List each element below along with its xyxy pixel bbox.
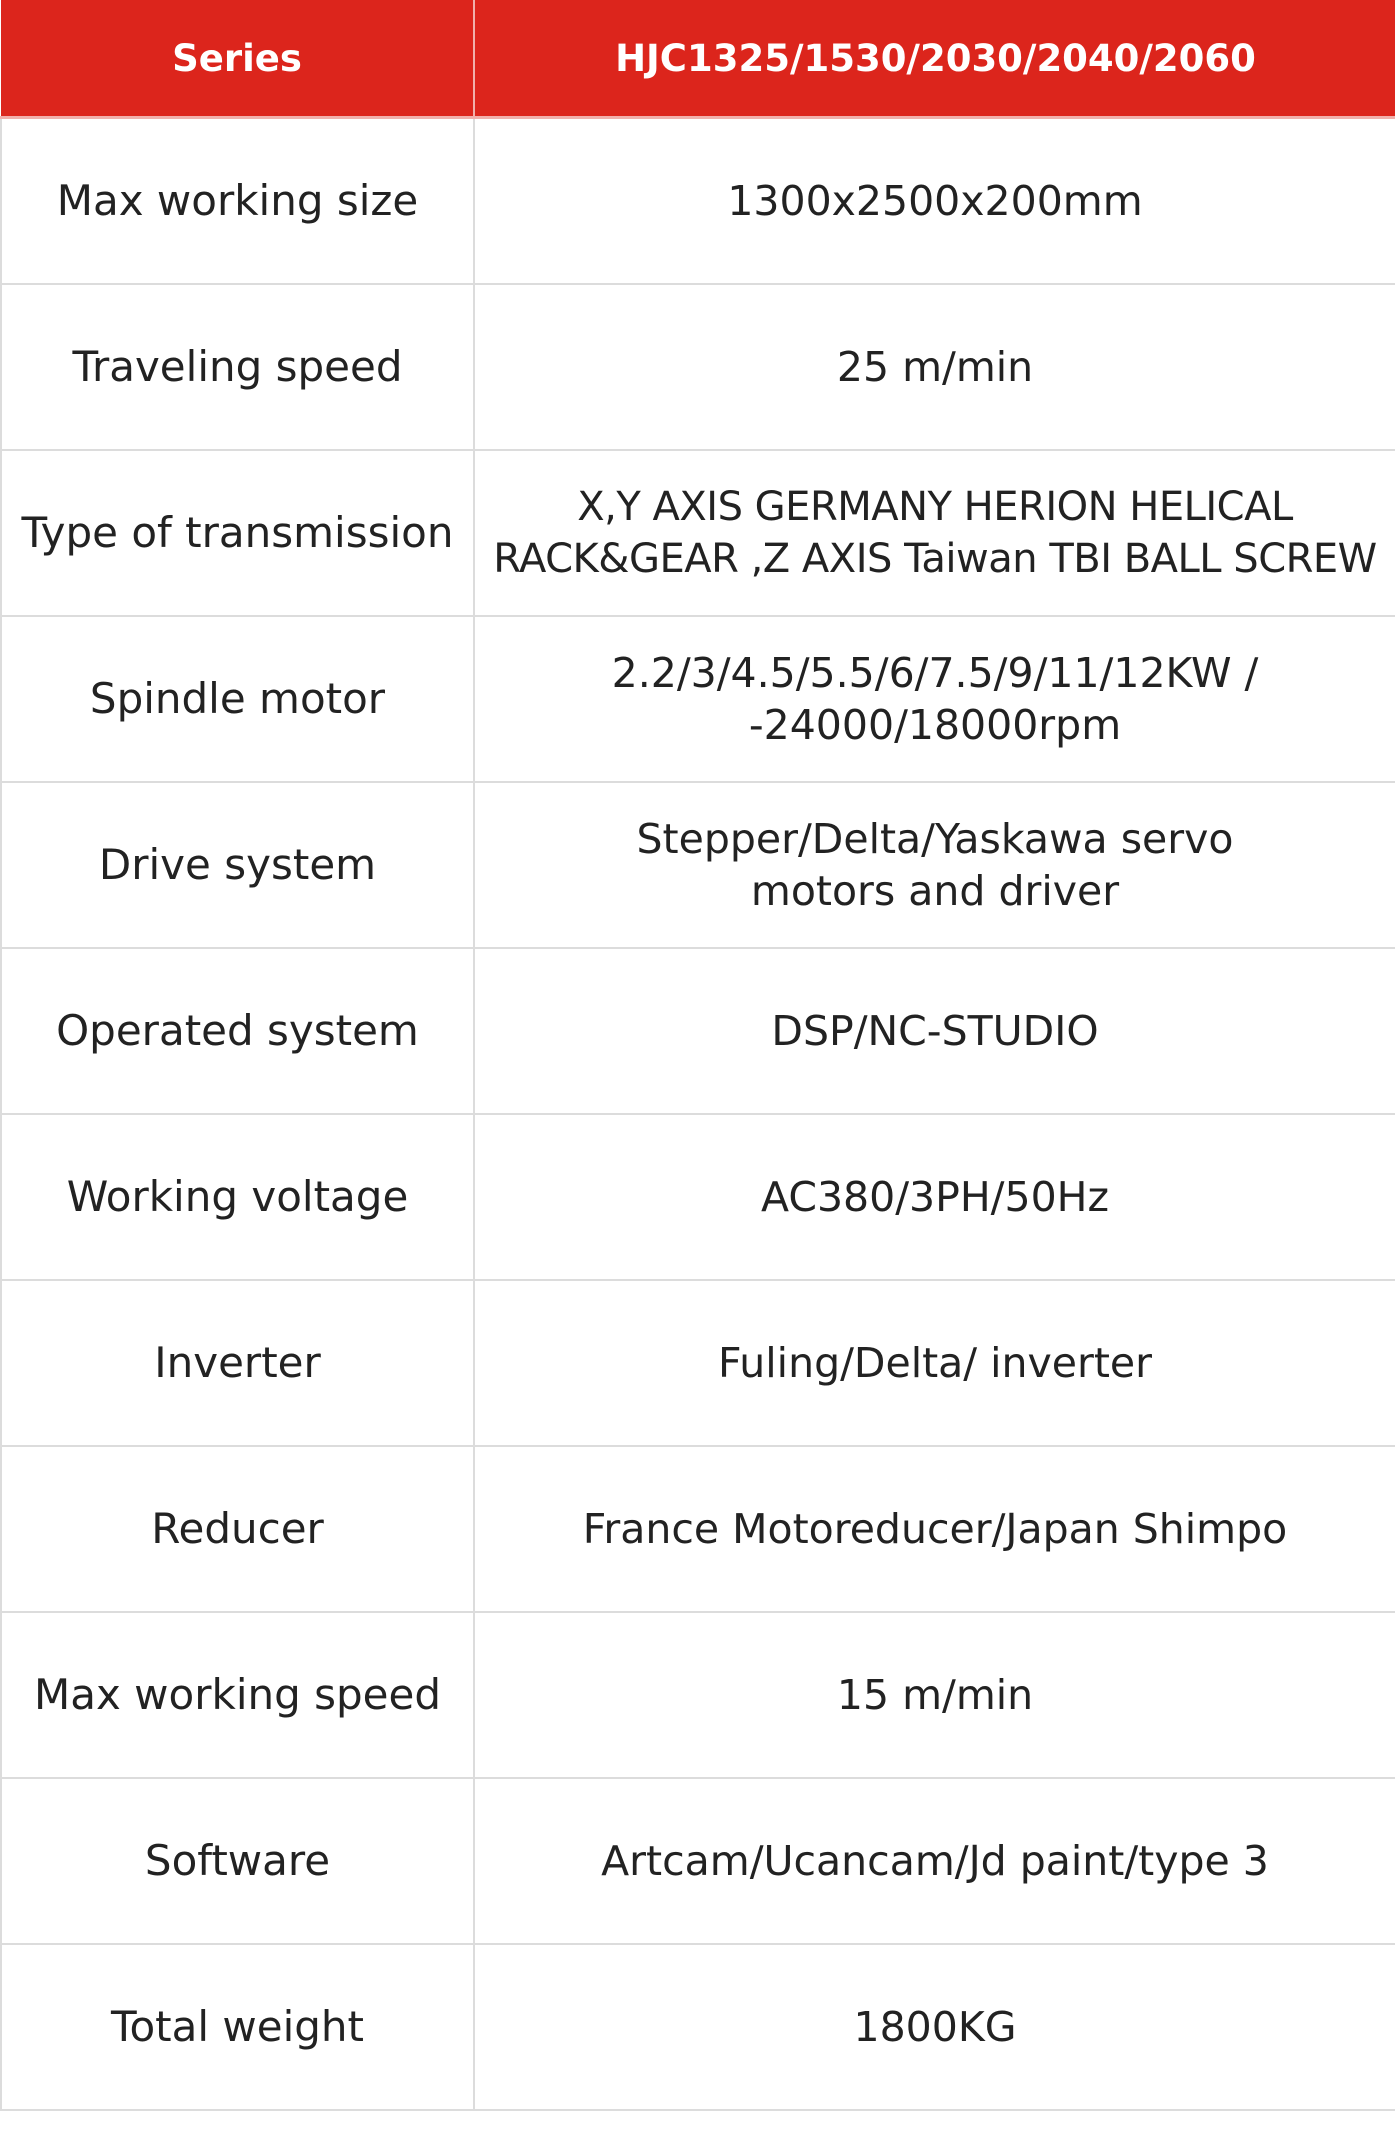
row-value-line: 1800KG: [853, 2002, 1017, 2051]
row-value: [474, 1446, 1395, 1612]
table-row: [1, 1612, 1395, 1778]
row-value: [474, 450, 1395, 616]
row-value: [474, 1612, 1395, 1778]
table-row: [1, 1114, 1395, 1280]
table-row: [1, 118, 1395, 284]
table-row: [1, 1778, 1395, 1944]
row-label: Max working size: [1, 118, 474, 284]
table-row: [1, 1280, 1395, 1446]
row-label: Software: [1, 1778, 474, 1944]
row-label: Total weight: [1, 1944, 474, 2110]
row-label: Drive system: [1, 782, 474, 948]
row-label: Spindle motor: [1, 616, 474, 782]
row-label: Operated system: [1, 948, 474, 1114]
row-label: Type of transmission: [1, 450, 474, 616]
row-label: Traveling speed: [1, 284, 474, 450]
row-value: [474, 616, 1395, 782]
table-row: [1, 1944, 1395, 2110]
table-row: [1, 450, 1395, 616]
table-row: [1, 284, 1395, 450]
header-series-label: Series: [1, 0, 474, 118]
row-value-line: 15 m/min: [836, 1670, 1034, 1719]
row-label: Inverter: [1, 1280, 474, 1446]
table-body: [1, 118, 1395, 2110]
row-value-line: X,Y AXIS GERMANY HERION HELICAL: [577, 483, 1293, 530]
table-row: [1, 616, 1395, 782]
row-value: [474, 948, 1395, 1114]
row-value-line: AC380/3PH/50Hz: [761, 1172, 1109, 1221]
row-value-line: DSP/NC-STUDIO: [771, 1006, 1099, 1055]
row-value: [474, 284, 1395, 450]
table-row: [1, 782, 1395, 948]
row-value-line: 25 m/min: [836, 342, 1034, 391]
row-value-line: Stepper/Delta/Yaskawa servo: [636, 814, 1234, 863]
table-row: [1, 948, 1395, 1114]
row-value-line: 1300x2500x200mm: [727, 176, 1143, 225]
row-value-line: France Motoreducer/Japan Shimpo: [582, 1504, 1288, 1553]
row-value: [474, 1114, 1395, 1280]
row-value: [474, 1944, 1395, 2110]
table-header-row: [1, 0, 1395, 118]
row-value-line: Artcam/Ucancam/Jd paint/type 3: [601, 1836, 1269, 1885]
header-model-value: HJC1325/1530/2030/2040/2060: [474, 0, 1395, 118]
row-value-line: Fuling/Delta/ inverter: [717, 1338, 1153, 1387]
row-value-line: -24000/18000rpm: [748, 700, 1122, 749]
table-row: [1, 1446, 1395, 1612]
row-label: Reducer: [1, 1446, 474, 1612]
row-value: [474, 118, 1395, 284]
row-value: [474, 782, 1395, 948]
row-value: [474, 1280, 1395, 1446]
row-value-line: 2.2/3/4.5/5.5/6/7.5/9/11/12KW /: [611, 648, 1259, 697]
row-label: Max working speed: [1, 1612, 474, 1778]
row-value: [474, 1778, 1395, 1944]
row-value-line: motors and driver: [750, 866, 1120, 915]
row-value-line: RACK&GEAR ,Z AXIS Taiwan TBI BALL SCREW: [493, 535, 1377, 582]
row-label: Working voltage: [1, 1114, 474, 1280]
